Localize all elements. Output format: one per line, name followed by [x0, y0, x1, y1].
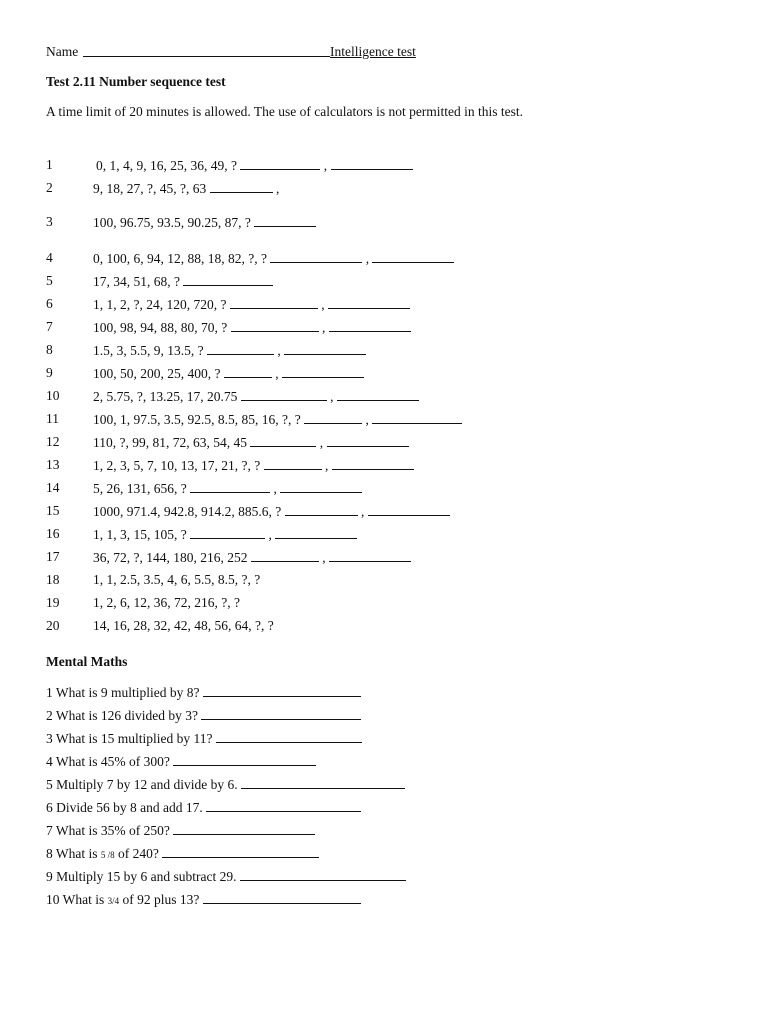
answer-blank[interactable] — [206, 799, 361, 812]
sequence-question: 5, 26, 131, 656, ? , — [93, 480, 362, 497]
sequence-text: 1000, 971.4, 942.8, 914.2, 885.6, ? — [93, 504, 282, 519]
sequence-text: 1, 1, 3, 15, 105, ? — [93, 527, 187, 542]
question-number: 17 — [46, 549, 60, 564]
question-number: 11 — [46, 411, 59, 426]
answer-blank[interactable] — [332, 457, 414, 470]
maths-question-text: 6 Divide 56 by 8 and add 17. — [46, 800, 203, 815]
sequence-text: 9, 18, 27, ?, 45, ?, 63 — [93, 181, 207, 196]
answer-blank[interactable] — [284, 342, 366, 355]
answer-blank[interactable] — [264, 457, 322, 470]
question-number: 18 — [46, 572, 60, 587]
sequence-text: 17, 34, 51, 68, ? — [93, 274, 180, 289]
sequence-question — [93, 214, 316, 231]
maths-question-text: 1 What is 9 multiplied by 8? — [46, 685, 200, 700]
question-number: 12 — [46, 434, 60, 449]
answer-blank[interactable] — [327, 434, 409, 447]
sequence-question — [93, 618, 274, 634]
question-number: 9 — [46, 365, 53, 380]
answer-blank[interactable] — [368, 503, 450, 516]
maths-question-text: of 92 plus 13? — [119, 892, 200, 907]
question-number: 5 — [46, 273, 53, 288]
question-number: 2 — [46, 180, 53, 195]
sequence-text: 5, 26, 131, 656, ? — [93, 481, 187, 496]
answer-blank[interactable] — [282, 365, 364, 378]
question-number: 14 — [46, 480, 60, 495]
sequence-question: 1, 1, 3, 15, 105, ? , — [93, 526, 357, 543]
answer-blank[interactable] — [331, 157, 413, 170]
maths-question-text: 4 What is 45% of 300? — [46, 754, 170, 769]
answer-blank[interactable] — [173, 753, 316, 766]
sequence-question: 0, 100, 6, 94, 12, 88, 18, 82, ?, ? , — [93, 250, 454, 267]
answer-blank[interactable] — [329, 319, 411, 332]
answer-blank[interactable] — [241, 776, 405, 789]
answer-blank[interactable] — [190, 526, 265, 539]
answer-blank[interactable] — [328, 296, 410, 309]
name-field[interactable] — [83, 44, 330, 57]
sequence-text: 1.5, 3, 5.5, 9, 13.5, ? — [93, 343, 204, 358]
answer-blank[interactable] — [250, 434, 316, 447]
sequence-text: 1, 2, 3, 5, 7, 10, 13, 17, 21, ?, ? — [93, 458, 261, 473]
answer-blank[interactable] — [190, 480, 270, 493]
maths-question-text: 3 What is 15 multiplied by 11? — [46, 731, 213, 746]
sequence-question — [93, 180, 279, 197]
question-number: 15 — [46, 503, 60, 518]
sequence-question — [93, 595, 240, 611]
answer-blank[interactable] — [254, 214, 316, 227]
sequence-text: 1, 2, 6, 12, 36, 72, 216, ?, ? — [93, 595, 240, 610]
answer-blank[interactable] — [203, 891, 361, 904]
question-number: 13 — [46, 457, 60, 472]
question-number: 20 — [46, 618, 60, 633]
sequence-question: 1, 1, 2, ?, 24, 120, 720, ? , — [93, 296, 410, 313]
maths-question-text: 9 Multiply 15 by 6 and subtract 29. — [46, 869, 237, 884]
maths-question-text: 8 What is — [46, 846, 101, 861]
sequence-question: 36, 72, ?, 144, 180, 216, 252 , — [93, 549, 411, 566]
sequence-question: 110, ?, 99, 81, 72, 63, 54, 45 , — [93, 434, 409, 451]
answer-blank[interactable] — [372, 250, 454, 263]
maths-question-text: 7 What is 35% of 250? — [46, 823, 170, 838]
section-title-sequence: Test 2.11 Number sequence test — [46, 74, 226, 89]
question-number: 10 — [46, 388, 60, 403]
answer-blank[interactable] — [304, 411, 362, 424]
sequence-text: 1, 1, 2.5, 3.5, 4, 6, 5.5, 8.5, ?, ? — [93, 572, 261, 587]
maths-question — [46, 868, 406, 885]
sequence-question: 0, 1, 4, 9, 16, 25, 36, 49, ? , — [96, 157, 413, 174]
sequence-question: 100, 1, 97.5, 3.5, 92.5, 8.5, 85, 16, ?, ? , — [93, 411, 462, 428]
answer-blank[interactable] — [224, 365, 272, 378]
sequence-text: 100, 1, 97.5, 3.5, 92.5, 8.5, 85, 16, ?, ? — [93, 412, 301, 427]
answer-blank[interactable] — [251, 549, 319, 562]
sequence-question — [93, 572, 260, 588]
sequence-text: 14, 16, 28, 32, 42, 48, 56, 64, ?, ? — [93, 618, 274, 633]
question-number: 3 — [46, 214, 53, 229]
sequence-text: 36, 72, ?, 144, 180, 216, 252 — [93, 550, 248, 565]
maths-question-text: 10 What is — [46, 892, 108, 907]
answer-blank[interactable] — [162, 845, 319, 858]
maths-question-text: 5 Multiply 7 by 12 and divide by 6. — [46, 777, 238, 792]
question-number: 7 — [46, 319, 53, 334]
sequence-text: 0, 100, 6, 94, 12, 88, 18, 82, ?, ? — [93, 251, 267, 266]
answer-blank[interactable] — [270, 250, 362, 263]
maths-question-text: 2 What is 126 divided by 3? — [46, 708, 198, 723]
answer-blank[interactable] — [280, 480, 362, 493]
answer-blank[interactable] — [210, 180, 273, 193]
maths-question — [46, 776, 405, 793]
sequence-text: 0, 1, 4, 9, 16, 25, 36, 49, ? — [96, 158, 237, 173]
sequence-question: 100, 50, 200, 25, 400, ? , — [93, 365, 364, 382]
answer-blank[interactable] — [203, 684, 361, 697]
question-number: 1 — [46, 157, 53, 172]
answer-blank[interactable] — [329, 549, 411, 562]
maths-question — [46, 707, 361, 724]
fraction: 5 /8 — [100, 850, 115, 860]
answer-blank[interactable] — [201, 707, 361, 720]
answer-blank[interactable] — [173, 822, 315, 835]
maths-question — [46, 684, 361, 701]
question-number: 6 — [46, 296, 53, 311]
maths-question — [46, 822, 315, 839]
sequence-text: 110, ?, 99, 81, 72, 63, 54, 45 — [93, 435, 247, 450]
sequence-question: 2, 5.75, ?, 13.25, 17, 20.75 , — [93, 388, 419, 405]
answer-blank[interactable] — [240, 868, 406, 881]
sequence-text: 1, 1, 2, ?, 24, 120, 720, ? — [93, 297, 227, 312]
sequence-text: 100, 96.75, 93.5, 90.25, 87, ? — [93, 215, 251, 230]
maths-question — [46, 753, 316, 770]
fraction: 3/4 — [107, 896, 120, 906]
answer-blank[interactable] — [337, 388, 419, 401]
maths-question — [46, 730, 362, 747]
answer-blank[interactable] — [216, 730, 362, 743]
sequence-text: 2, 5.75, ?, 13.25, 17, 20.75 — [93, 389, 238, 404]
section-title-mental-maths: Mental Maths — [46, 654, 128, 669]
answer-blank[interactable] — [230, 296, 318, 309]
maths-question-text: of 240? — [114, 846, 159, 861]
answer-blank[interactable] — [183, 273, 273, 286]
sequence-text: 100, 98, 94, 88, 80, 70, ? — [93, 320, 228, 335]
answer-blank[interactable] — [275, 526, 357, 539]
answer-blank[interactable] — [285, 503, 358, 516]
answer-blank[interactable] — [241, 388, 327, 401]
answer-blank[interactable] — [207, 342, 274, 355]
maths-question — [46, 891, 361, 909]
sequence-question: 1.5, 3, 5.5, 9, 13.5, ? , — [93, 342, 366, 359]
sequence-question: 1, 2, 3, 5, 7, 10, 13, 17, 21, ?, ? , — [93, 457, 414, 474]
question-number: 4 — [46, 250, 53, 265]
sequence-text: 100, 50, 200, 25, 400, ? — [93, 366, 221, 381]
test-header-title: Intelligence test — [330, 44, 416, 59]
name-label: Name — [46, 44, 79, 59]
sequence-question: 1000, 971.4, 942.8, 914.2, 885.6, ? , — [93, 503, 450, 520]
trailing-comma: , — [272, 181, 280, 196]
sequence-question — [93, 273, 273, 290]
question-number: 19 — [46, 595, 60, 610]
question-number: 16 — [46, 526, 60, 541]
answer-blank[interactable] — [231, 319, 319, 332]
question-number: 8 — [46, 342, 53, 357]
maths-question — [46, 799, 361, 816]
maths-question — [46, 845, 319, 863]
instructions-text: A time limit of 20 minutes is allowed. The use of calculators is not permitted in this test. — [46, 104, 524, 119]
answer-blank[interactable] — [372, 411, 462, 424]
answer-blank[interactable] — [240, 157, 320, 170]
sequence-question: 100, 98, 94, 88, 80, 70, ? , — [93, 319, 411, 336]
